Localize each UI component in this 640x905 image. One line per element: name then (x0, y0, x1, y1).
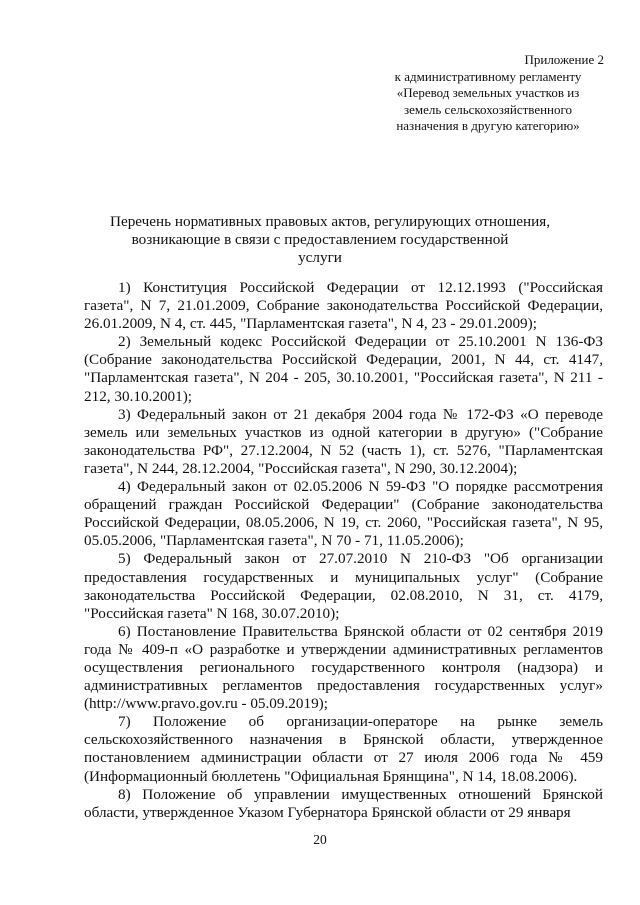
appendix-line: «Перевод земельных участков из (396, 85, 580, 101)
list-item: 5) Федеральный закон от 27.07.2010 N 210-ФЗ "Об организации предоставления государственных и муниципальных услуг" (Собрание законодательства Российской Федерации, 02.08.2010, N 31, ст. 4179, "Российская газета" N 168, 30.07.2010); (84, 550, 603, 622)
list-item: 4) Федеральный закон от 02.05.2006 N 59-ФЗ "О порядке рассмотрения обращений граждан Российской Федерации" (Собрание законодательства Российской Федерации, 08.05.2006, N 19, ст. 2060, "Российская газета", N 95, 05.05.2006, "Парламентская газета", N 70 - 71, 11.05.2006); (84, 478, 603, 550)
document-title (110, 213, 551, 267)
appendix-line: назначения в другую категорию» (396, 118, 580, 134)
title-line: услуги (298, 249, 342, 266)
title-line: Перечень нормативных правовых актов, регулирующих отношения, (110, 213, 551, 230)
appendix-line: земель сельскохозяйственного (403, 101, 573, 117)
list-item: 8) Положение об управлении имущественных отношений Брянской области, утвержденное Указом Губернатора Брянской области от 29 января (84, 785, 603, 821)
acts-list (84, 279, 603, 822)
page-number: 20 (313, 832, 327, 847)
list-item: 3) Федеральный закон от 21 декабря 2004 года № 172-ФЗ «О переводе земель или земельных участков из одной категории в другую» ("Собрание законодательства РФ", 27.12.2004, N 52 (часть 1), ст. 5276, "Парламентская газета", N 244, 28.12.2004, "Российская газета", N 290, 30.12.2004); (84, 405, 603, 477)
list-item: 7) Положение об организации-операторе на рынке земель сельскохозяйственного назначения в Брянской области, утвержденное постановлением администрации области от 27 июля 2006 года № 459 (Информационный бюллетень "Официальная Брянщина", N 14, 18.08.2006). (84, 713, 603, 785)
list-item: 2) Земельный кодекс Российской Федерации от 25.10.2001 N 136-ФЗ (Собрание законодательства Российской Федерации, 2001, N 44, ст. 4147, "Парламентская газета", N 204 - 205, 30.10.2001, "Российская газета", N 211 - 212, 30.10.2001); (84, 333, 603, 405)
list-item: 1) Конституция Российской Федерации от 12.12.1993 ("Российская газета", N 7, 21.01.2009, Собрание законодательства Российской Федерации, 26.01.2009, N 4, ст. 445, "Парламентская газета", N 4, 23 - 29.01.2009); (84, 279, 603, 333)
appendix-line: к административному регламенту (394, 68, 582, 84)
list-item: 6) Постановление Правительства Брянской области от 02 сентября 2019 года № 409-п «О разработке и утверждении административных регламентов осуществления регионального государственного контроля (надзора) и административных регламентов предоставления государственных услуг» (http://www.pravo.gov.ru - 05.09.2019); (84, 622, 603, 713)
title-line: возникающие в связи с предоставлением государственной (131, 231, 509, 248)
appendix-header (372, 52, 604, 135)
appendix-line: Приложение 2 (524, 52, 604, 67)
